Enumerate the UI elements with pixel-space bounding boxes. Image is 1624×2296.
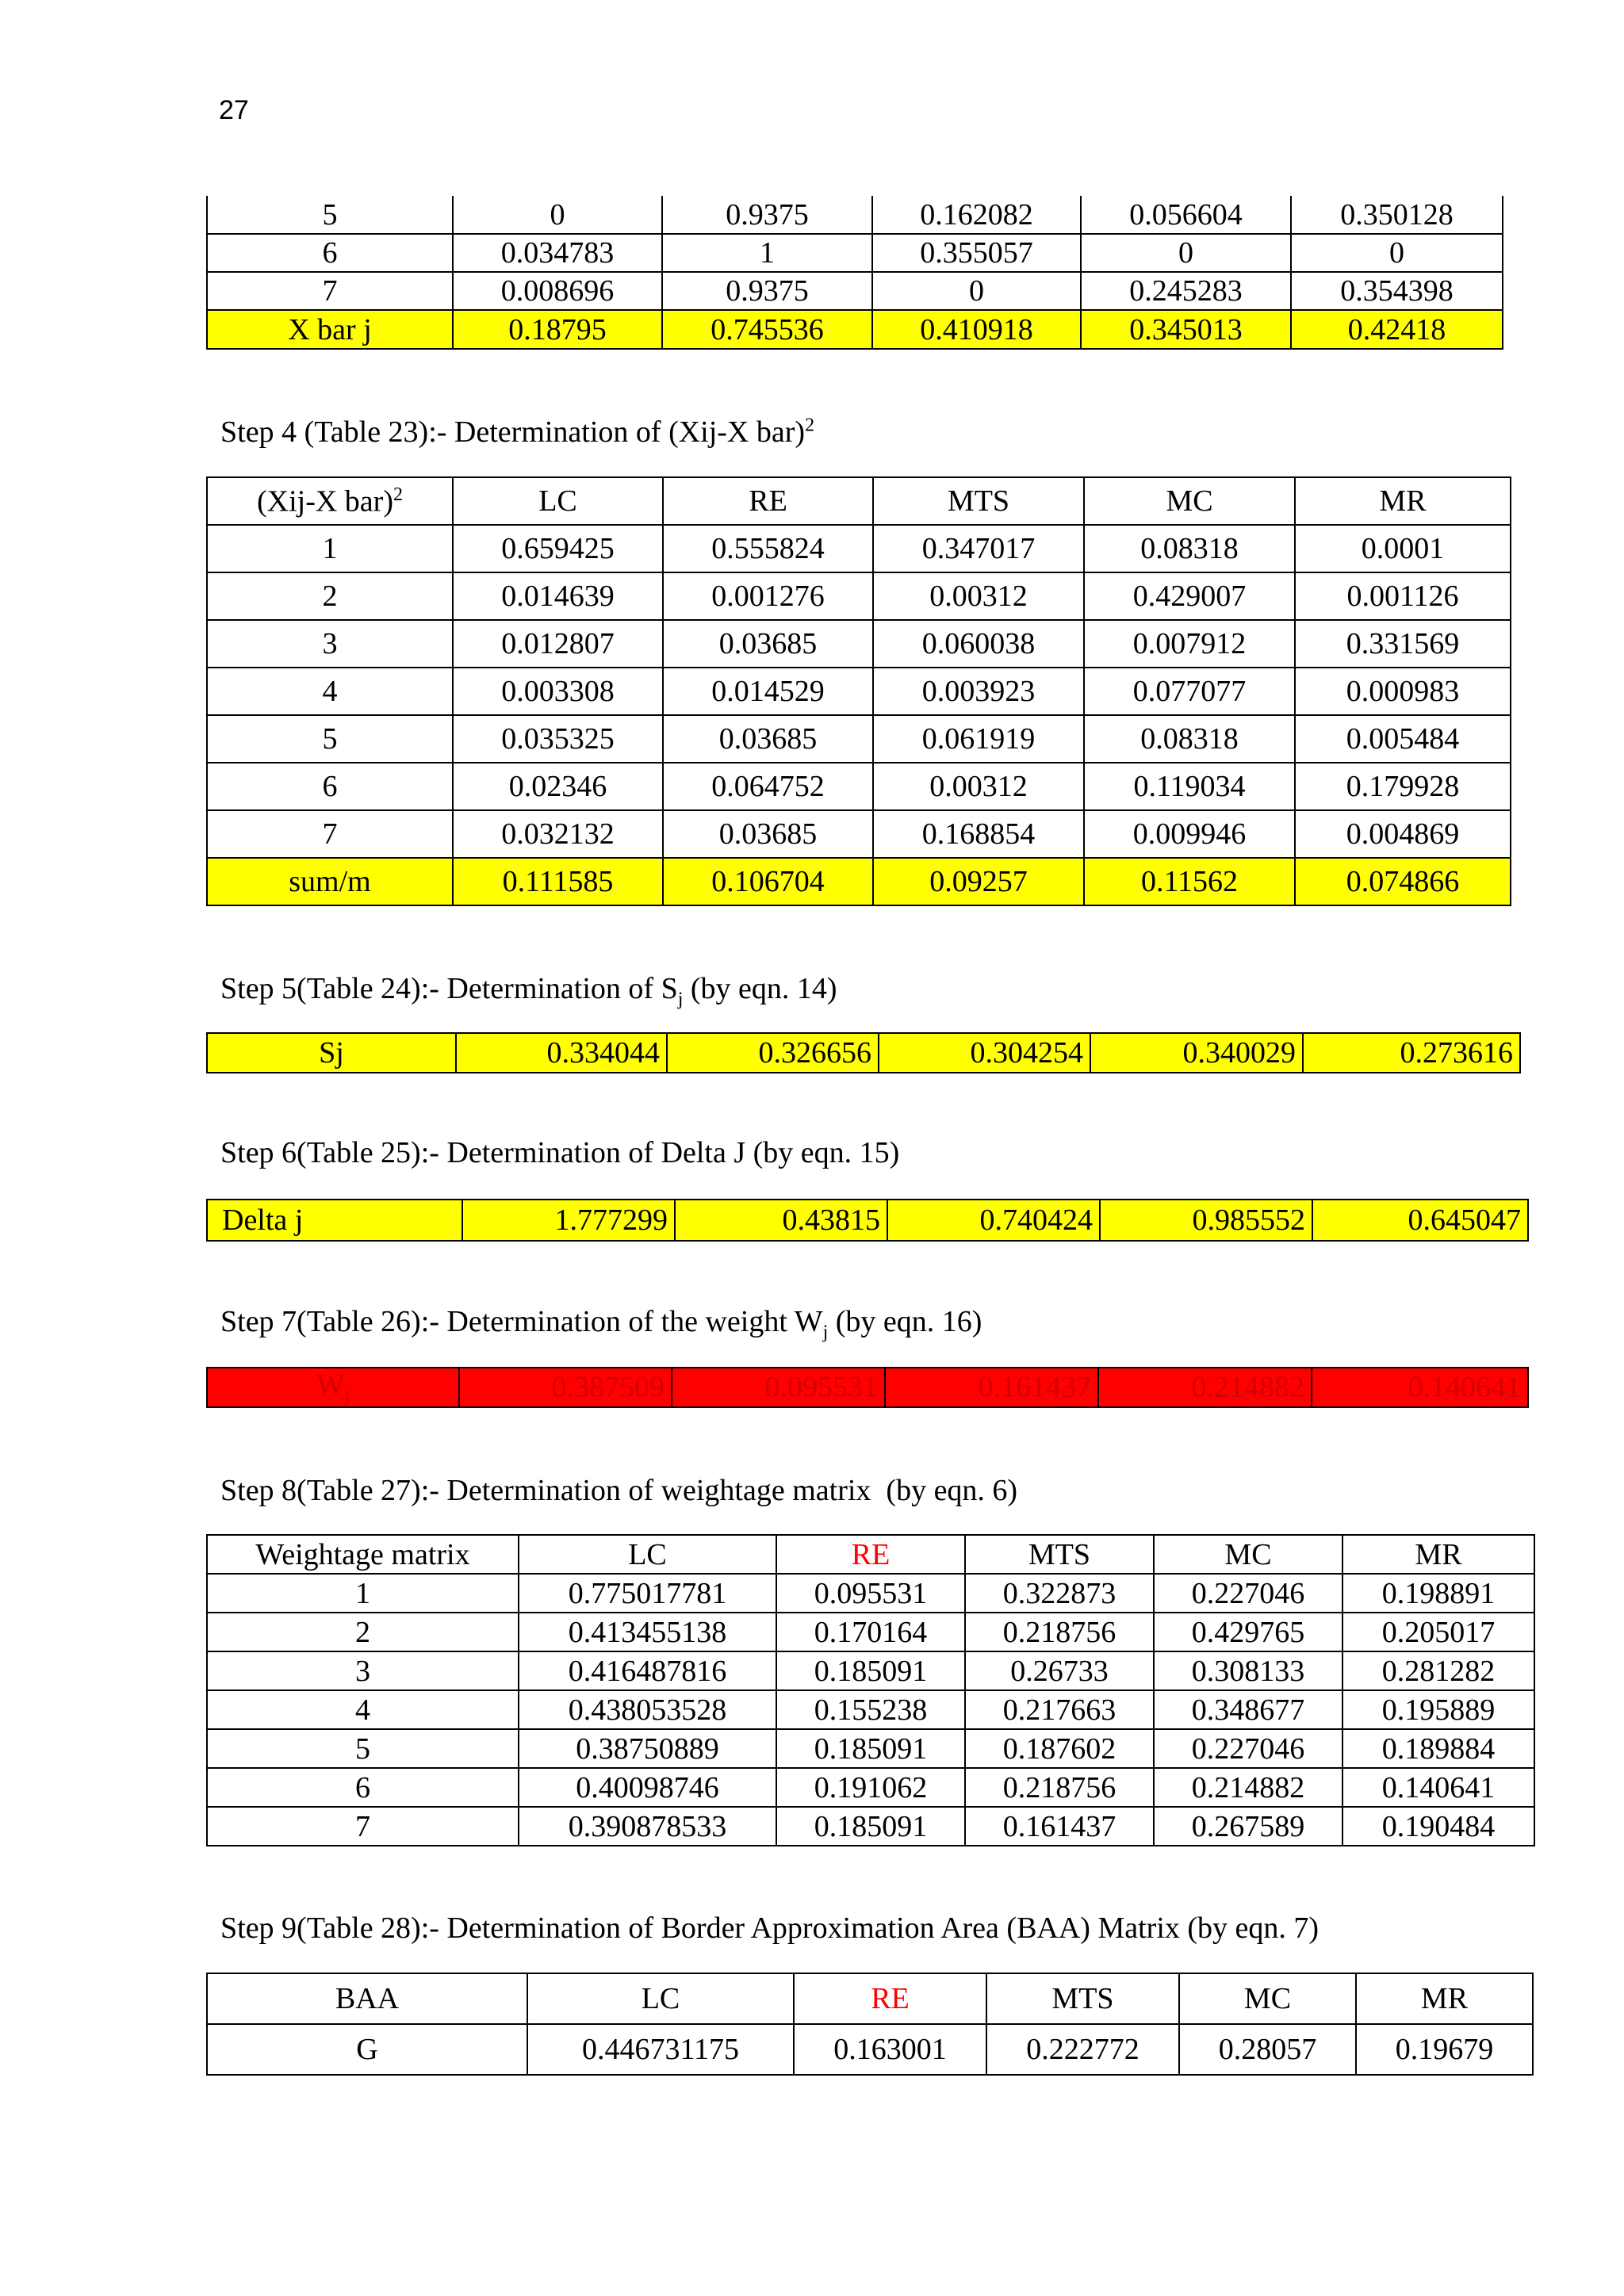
- step5-caption: Step 5(Table 24):- Determination of $S_j$ (by eqn. 14): [220, 972, 837, 1010]
- cell: 0.645047: [1312, 1200, 1528, 1241]
- cell: Delta j: [207, 1200, 462, 1241]
- table-27: [206, 1534, 1535, 1846]
- cell: 0.198891: [1342, 1574, 1534, 1613]
- header-cell: LC: [453, 477, 663, 525]
- cell: 0.035325: [453, 715, 663, 763]
- cell: 0.168854: [873, 810, 1084, 858]
- cell: Sj: [207, 1033, 456, 1073]
- table-row: [207, 2024, 1533, 2075]
- cell: 0.334044: [456, 1033, 667, 1073]
- cell: 4: [207, 668, 453, 715]
- cell: 0.227046: [1154, 1729, 1342, 1768]
- step7-caption: Step 7(Table 26):- Determination of the weight $W_j$ (by eqn. 16): [220, 1305, 982, 1343]
- table-header-row: [207, 477, 1511, 525]
- cell: 6: [207, 234, 453, 272]
- cell: 0.446731175: [527, 2024, 794, 2075]
- cell: 0.02346: [453, 763, 663, 810]
- cell: 0.155238: [776, 1690, 965, 1729]
- cell: 0.326656: [667, 1033, 879, 1073]
- table-23: [206, 476, 1511, 906]
- cell: 0.304254: [879, 1033, 1090, 1073]
- table-row: [207, 1768, 1534, 1807]
- table-row: [207, 715, 1511, 763]
- table-25: [206, 1199, 1529, 1242]
- cell: 0.03685: [663, 810, 873, 858]
- cell: 0.009946: [1084, 810, 1295, 858]
- table-row: [207, 1574, 1534, 1613]
- header-cell: MC: [1084, 477, 1295, 525]
- cell: 0.003923: [873, 668, 1084, 715]
- table-row: [207, 272, 1503, 310]
- cell: 0.273616: [1303, 1033, 1520, 1073]
- cell: 0.03685: [663, 715, 873, 763]
- cell: 0.347017: [873, 525, 1084, 572]
- header-cell: MTS: [986, 1973, 1179, 2024]
- cell: 0.659425: [453, 525, 663, 572]
- table-row: [207, 810, 1511, 858]
- cell: 0.014529: [663, 668, 873, 715]
- cell: 0.740424: [887, 1200, 1100, 1241]
- cell: 0.003308: [453, 668, 663, 715]
- cell: 0.08318: [1084, 715, 1295, 763]
- cell: 0.179928: [1295, 763, 1511, 810]
- delta-row: [207, 1200, 1528, 1241]
- cell: 0.185091: [776, 1729, 965, 1768]
- header-cell: LC: [519, 1535, 776, 1574]
- cell: 0.28057: [1179, 2024, 1356, 2075]
- cell: 0.190484: [1342, 1807, 1534, 1846]
- table-header-row: [207, 1973, 1533, 2024]
- cell: 0.119034: [1084, 763, 1295, 810]
- cell: 0.000983: [1295, 668, 1511, 715]
- table-row: [207, 1651, 1534, 1690]
- cell: 0.387509: [459, 1368, 672, 1407]
- xbar-row: [207, 310, 1503, 349]
- cell: 0.185091: [776, 1651, 965, 1690]
- table-26: [206, 1367, 1529, 1408]
- table-row: [207, 525, 1511, 572]
- header-cell: MR: [1342, 1535, 1534, 1574]
- cell: 0.429007: [1084, 572, 1295, 620]
- cell: 0.0001: [1295, 525, 1511, 572]
- cell: 0.42418: [1291, 310, 1503, 349]
- table-row: [207, 572, 1511, 620]
- cell: 0.18795: [453, 310, 662, 349]
- header-cell: RE: [663, 477, 873, 525]
- cell: $W_j$: [207, 1368, 459, 1407]
- cell: 0.345013: [1081, 310, 1291, 349]
- cell: 0.00312: [873, 763, 1084, 810]
- cell: 0.308133: [1154, 1651, 1342, 1690]
- cell: 0.191062: [776, 1768, 965, 1807]
- header-cell: RE: [776, 1535, 965, 1574]
- header-cell: MC: [1154, 1535, 1342, 1574]
- step4-caption: Step 4 (Table 23):- Determination of (Xij-X bar)$^2$: [220, 415, 815, 449]
- cell: 0.416487816: [519, 1651, 776, 1690]
- cell: 0.217663: [965, 1690, 1154, 1729]
- cell: 0.205017: [1342, 1613, 1534, 1651]
- cell: 1: [207, 1574, 519, 1613]
- cell: sum/m: [207, 858, 453, 905]
- header-cell: MTS: [873, 477, 1084, 525]
- cell: 0.227046: [1154, 1574, 1342, 1613]
- cell: 0.19679: [1356, 2024, 1533, 2075]
- cell: 0.390878533: [519, 1807, 776, 1846]
- cell: 5: [207, 1729, 519, 1768]
- cell: 0.03685: [663, 620, 873, 668]
- cell: 0.429765: [1154, 1613, 1342, 1651]
- cell: 0.162082: [872, 196, 1081, 234]
- cell: 0.014639: [453, 572, 663, 620]
- cell: 0.9375: [662, 272, 872, 310]
- table-row: [207, 1807, 1534, 1846]
- cell: 0.012807: [453, 620, 663, 668]
- cell: 0.187602: [965, 1729, 1154, 1768]
- cell: 0.410918: [872, 310, 1081, 349]
- header-cell: MTS: [965, 1535, 1154, 1574]
- header-cell: MR: [1295, 477, 1511, 525]
- cell: 0: [1291, 234, 1503, 272]
- cell: 0.140641: [1342, 1768, 1534, 1807]
- cell: 6: [207, 1768, 519, 1807]
- table-row: [207, 620, 1511, 668]
- cell: 0.555824: [663, 525, 873, 572]
- cell: 0.214882: [1154, 1768, 1342, 1807]
- cell: 0.38750889: [519, 1729, 776, 1768]
- cell: 0.281282: [1342, 1651, 1534, 1690]
- cell: 0.004869: [1295, 810, 1511, 858]
- cell: 7: [207, 1807, 519, 1846]
- cell: 0: [1081, 234, 1291, 272]
- cell: 0.43815: [675, 1200, 887, 1241]
- cell: 0.11562: [1084, 858, 1295, 905]
- cell: 7: [207, 810, 453, 858]
- cell: 1: [662, 234, 872, 272]
- cell: 0.032132: [453, 810, 663, 858]
- header-cell: LC: [527, 1973, 794, 2024]
- cell: G: [207, 2024, 527, 2075]
- cell: 0.340029: [1090, 1033, 1303, 1073]
- cell: 0.745536: [662, 310, 872, 349]
- cell: 0.00312: [873, 572, 1084, 620]
- cell: 0.074866: [1295, 858, 1511, 905]
- cell: 0.061919: [873, 715, 1084, 763]
- header-cell: (Xij-X bar)$^2$: [207, 477, 453, 525]
- cell: 0.095531: [672, 1368, 885, 1407]
- cell: 0.985552: [1100, 1200, 1312, 1241]
- cell: 0.08318: [1084, 525, 1295, 572]
- cell: X bar j: [207, 310, 453, 349]
- cell: 3: [207, 620, 453, 668]
- header-cell: MR: [1356, 1973, 1533, 2024]
- cell: 0.034783: [453, 234, 662, 272]
- cell: 0.218756: [965, 1768, 1154, 1807]
- cell: 0: [872, 272, 1081, 310]
- cell: 0.095531: [776, 1574, 965, 1613]
- cell: 0.413455138: [519, 1613, 776, 1651]
- cell: 3: [207, 1651, 519, 1690]
- cell: 0.218756: [965, 1613, 1154, 1651]
- table-row: [207, 234, 1503, 272]
- table-24: [206, 1032, 1521, 1073]
- sj-row: [207, 1033, 1520, 1073]
- header-cell: Weightage matrix: [207, 1535, 519, 1574]
- cell: 0.222772: [986, 2024, 1179, 2075]
- cell: 6: [207, 763, 453, 810]
- cell: 0.185091: [776, 1807, 965, 1846]
- cell: 2: [207, 1613, 519, 1651]
- header-cell: MC: [1179, 1973, 1356, 2024]
- cell: 0.245283: [1081, 272, 1291, 310]
- table-row: [207, 1729, 1534, 1768]
- table-row: [207, 763, 1511, 810]
- cell: 2: [207, 572, 453, 620]
- cell: 0.161437: [885, 1368, 1098, 1407]
- cell: 5: [207, 196, 453, 234]
- sum-row: [207, 858, 1511, 905]
- cell: 0.195889: [1342, 1690, 1534, 1729]
- cell: 0.056604: [1081, 196, 1291, 234]
- cell: 0.008696: [453, 272, 662, 310]
- weight-row: [207, 1368, 1528, 1407]
- cell: 0.350128: [1291, 196, 1503, 234]
- cell: 0.775017781: [519, 1574, 776, 1613]
- table-22-continued: [206, 196, 1503, 350]
- cell: 1: [207, 525, 453, 572]
- cell: 0.9375: [662, 196, 872, 234]
- cell: 0.161437: [965, 1807, 1154, 1846]
- header-cell: RE: [794, 1973, 986, 2024]
- header-cell: BAA: [207, 1973, 527, 2024]
- step8-caption: Step 8(Table 27):- Determination of weightage matrix (by eqn. 6): [220, 1474, 1018, 1507]
- cell: 0.140641: [1312, 1368, 1528, 1407]
- cell: 0.077077: [1084, 668, 1295, 715]
- cell: 0.163001: [794, 2024, 986, 2075]
- table-row: [207, 1690, 1534, 1729]
- cell: 0.106704: [663, 858, 873, 905]
- cell: 0: [453, 196, 662, 234]
- cell: 0.348677: [1154, 1690, 1342, 1729]
- cell: 0.322873: [965, 1574, 1154, 1613]
- cell: 0.331569: [1295, 620, 1511, 668]
- cell: 0.007912: [1084, 620, 1295, 668]
- cell: 5: [207, 715, 453, 763]
- table-row: [207, 1613, 1534, 1651]
- cell: 0.189884: [1342, 1729, 1534, 1768]
- cell: 0.005484: [1295, 715, 1511, 763]
- cell: 0.001276: [663, 572, 873, 620]
- table-28: [206, 1973, 1534, 2076]
- cell: 0.26733: [965, 1651, 1154, 1690]
- cell: 0.09257: [873, 858, 1084, 905]
- cell: 0.001126: [1295, 572, 1511, 620]
- cell: 0.170164: [776, 1613, 965, 1651]
- cell: 1.777299: [462, 1200, 675, 1241]
- cell: 7: [207, 272, 453, 310]
- table-row: [207, 668, 1511, 715]
- cell: 0.064752: [663, 763, 873, 810]
- cell: 0.40098746: [519, 1768, 776, 1807]
- cell: 0.355057: [872, 234, 1081, 272]
- cell: 0.214882: [1098, 1368, 1312, 1407]
- cell: 0.267589: [1154, 1807, 1342, 1846]
- cell: 0.438053528: [519, 1690, 776, 1729]
- step6-caption: Step 6(Table 25):- Determination of Delta J (by eqn. 15): [220, 1136, 900, 1169]
- cell: 0.111585: [453, 858, 663, 905]
- cell: 0.354398: [1291, 272, 1503, 310]
- page-number: 27: [219, 95, 249, 125]
- table-header-row: [207, 1535, 1534, 1574]
- step9-caption: Step 9(Table 28):- Determination of Border Approximation Area (BAA) Matrix (by eqn. 7): [220, 1911, 1320, 1945]
- cell: 4: [207, 1690, 519, 1729]
- table-row: [207, 196, 1503, 234]
- cell: 0.060038: [873, 620, 1084, 668]
